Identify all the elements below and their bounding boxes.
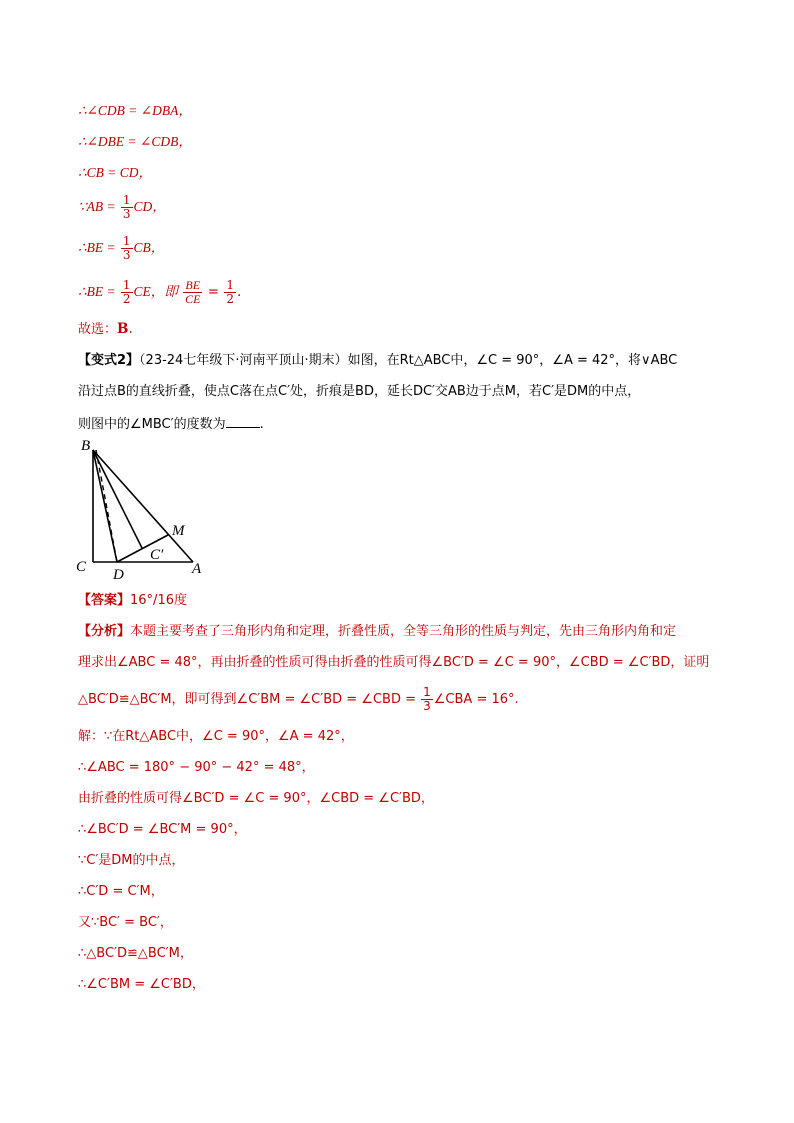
problem-tag: 【变式2】: [78, 353, 140, 368]
answer-line: 【答案】16°/16度: [78, 593, 187, 608]
fraction: $\frac{BE}{CE}$: [185, 278, 201, 306]
solution-line-1: 解：∵在Rt△ABC中，∠C = 90°，∠A = 42°，: [78, 729, 354, 744]
label-A: A: [192, 561, 202, 577]
label-B: B: [81, 438, 91, 454]
proof-line-5: ∴BE = $\frac{1}{3}$ CB，: [78, 234, 165, 262]
solution-line-8: ∴△BC′D≌△BC′M，: [78, 946, 193, 961]
geometry-figure: [70, 435, 220, 580]
proof-line-1: ∴∠CDB = ∠DBA，: [78, 103, 192, 118]
analysis-tag: 【分析】: [78, 624, 131, 639]
analysis-line-3: △BC′D≌△BC′M，即可得到∠C′BM = ∠C′BD = ∠CBD = $\frac{1}{3}$ ∠CBA = 16°.: [78, 685, 519, 713]
fraction: $\frac{1}{2}$: [122, 278, 131, 306]
analysis-line-2: 理求出∠ABC = 48°，再由折叠的性质可得由折叠的性质可得∠BC′D = ∠C = 90°，∠CBD = ∠C′BD，证明: [78, 655, 710, 670]
proof-line-6: ∴BE = $\frac{1}{2}$ CE，即 $\frac{BE}{CE}$ = $\frac{1}{2}$ .: [78, 278, 242, 306]
proof-line-4: ∵AB = $\frac{1}{3}$ CD，: [78, 193, 166, 221]
proof-line-3: ∴CB = CD，: [78, 165, 152, 180]
label-M: M: [172, 523, 185, 539]
answer-choice: 故选：B.: [78, 321, 133, 337]
segment-BA: [93, 450, 193, 562]
fraction: $\frac{1}{2}$: [226, 278, 234, 306]
answer-tag: 【答案】: [78, 593, 131, 608]
problem-source: （23-24七年级下·河南平顶山·期末）: [139, 353, 348, 368]
problem-line-1: 【变式2】（23-24七年级下·河南平顶山·期末）如图，在Rt△ABC中，∠C = 90°，∠A = 42°，将∨ABC: [78, 353, 678, 368]
label-Cprime: C′: [150, 547, 164, 563]
problem-line-3: 则图中的∠MBC′的度数为 .: [78, 413, 264, 435]
segment-BD: [93, 450, 117, 562]
fraction: $\frac{1}{3}$: [122, 234, 131, 262]
solution-line-3: 由折叠的性质可得∠BC′D = ∠C = 90°，∠CBD = ∠C′BD，: [78, 791, 434, 806]
fraction: $\frac{1}{3}$: [423, 685, 431, 713]
solution-line-7: 又∵BC′ = BC′，: [78, 915, 173, 930]
label-C: C: [76, 559, 87, 575]
solution-line-6: ∴C′D = C′M，: [78, 884, 164, 899]
label-D: D: [113, 567, 124, 580]
proof-line-2: ∴∠DBE = ∠CDB，: [78, 134, 192, 149]
fraction: $\frac{1}{3}$: [122, 193, 131, 221]
analysis-line-1: 【分析】本题主要考查了三角形内角和定理，折叠性质，全等三角形的性质与判定，先由三角形内角和定: [78, 624, 677, 639]
answer-blank: [226, 413, 260, 428]
solution-line-9: ∴∠C′BM = ∠C′BD，: [78, 977, 205, 992]
solution-line-4: ∴∠BC′D = ∠BC′M = 90°，: [78, 822, 247, 837]
solution-line-2: ∴∠ABC = 180° − 90° − 42° = 48°，: [78, 760, 315, 775]
solution-line-5: ∵C′是DM的中点，: [78, 853, 185, 868]
segment-BCprime: [93, 450, 142, 548]
problem-line-2: 沿过点B的直线折叠，使点C落在点C′处，折痕是BD，延长DC′交AB边于点M，若C′是DM的中点，: [78, 384, 641, 399]
